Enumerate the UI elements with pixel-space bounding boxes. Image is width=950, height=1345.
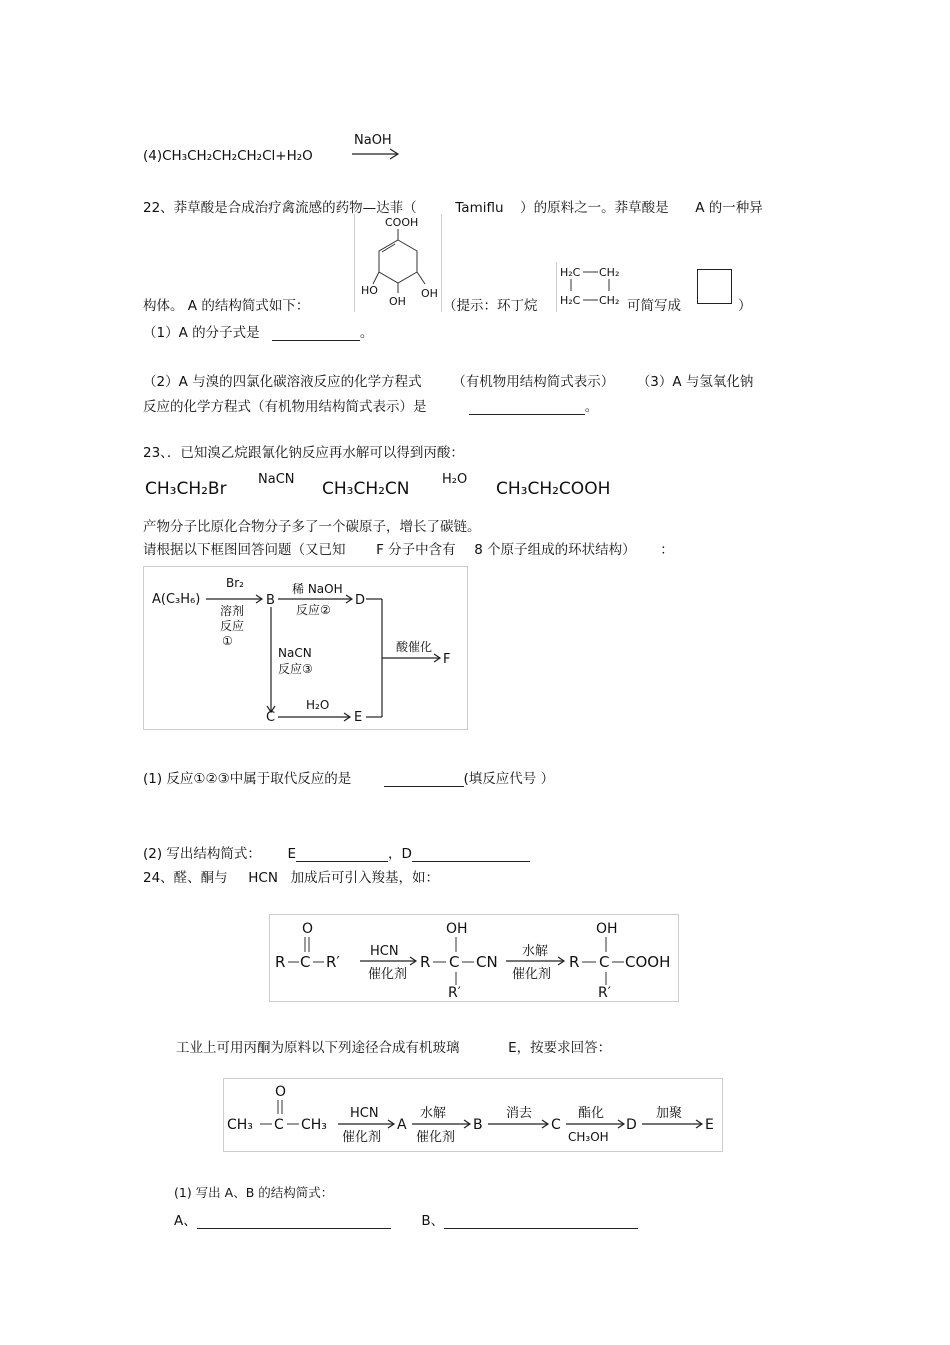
q22-q3-blank[interactable] xyxy=(469,400,585,415)
q22-line1-text: 22、莽草酸是合成治疗禽流感的药物—达菲（ xyxy=(143,200,417,216)
q23-note2d: ： xyxy=(660,542,674,558)
q23-q1-blank[interactable] xyxy=(384,772,464,787)
q24-q1: (1) 写出 A、B 的结构简式： xyxy=(174,1185,334,1200)
s1-rp2: R′ xyxy=(448,985,461,1001)
reagent-h2o: H₂O xyxy=(306,698,330,712)
q21-arrow-label: NaOH xyxy=(354,133,392,148)
s1-c: C xyxy=(300,953,311,971)
q24-a-blank[interactable] xyxy=(197,1214,391,1229)
s2-b: B xyxy=(473,1117,483,1133)
q23-note2a: 请根据以下框图回答问题（又已知 xyxy=(143,542,346,558)
q24-industry-e: E，按要求回答： xyxy=(508,1040,612,1056)
q23-title: 23、．已知溴乙烷跟氰化钠反应再水解可以得到丙酸： xyxy=(143,445,464,461)
reagent-naoh: 稀 NaOH xyxy=(292,582,343,596)
s1-cat2: 催化剂 xyxy=(512,967,552,982)
node-a: A(C₃H₆) xyxy=(152,592,201,607)
q24-title xyxy=(143,866,439,886)
q23-d-blank[interactable] xyxy=(412,847,530,862)
s2-a: A xyxy=(397,1117,407,1133)
q24-industry-text: 工业上可用丙酮为原料以下列途径合成有机玻璃 xyxy=(176,1040,460,1056)
cb-tr: CH₂ xyxy=(599,266,620,279)
q23-note2b: F 分子中含有 xyxy=(376,542,456,558)
q23-q2-text: (2) 写出结构简式： xyxy=(143,846,261,862)
q24-industry xyxy=(176,1036,611,1056)
node-e: E xyxy=(354,710,363,725)
q22-hint-mid: 可简写成 xyxy=(627,298,681,314)
q23-eq-start: CH₃CH₂Br xyxy=(145,479,227,499)
q22-line2: 构体。 A 的结构简式如下： xyxy=(143,298,310,314)
q24-title-b: 加成后可引入羧基，如： xyxy=(290,870,440,886)
s2-ester: 酯化 xyxy=(578,1106,605,1121)
q23-note2 xyxy=(143,538,674,558)
cyclobutane-structure xyxy=(556,262,627,312)
s1-hydro: 水解 xyxy=(522,944,549,959)
q21-item4 xyxy=(143,148,313,164)
q24-answer-line xyxy=(174,1209,638,1229)
s1-rp3: R′ xyxy=(598,985,611,1001)
node-b: B xyxy=(266,593,275,608)
rxn3-label: 反应③ xyxy=(278,662,313,676)
q23-note2c: 8 个原子组成的环状结构） xyxy=(474,542,636,558)
q24-title-text: 24、醛、酮与 xyxy=(143,870,228,886)
s2-cat2: 催化剂 xyxy=(416,1130,456,1145)
s1-cat: 催化剂 xyxy=(368,967,408,982)
q22-q2-text: （2）A 与溴的四氯化碳溶液反应的化学方程式 xyxy=(143,374,422,390)
s2-d: D xyxy=(626,1117,637,1133)
s1-cooh: COOH xyxy=(625,953,671,971)
q22-hint-close: ） xyxy=(738,298,752,314)
s2-hydro: 水解 xyxy=(420,1106,447,1121)
s2-ch3b: CH₃ xyxy=(301,1117,327,1133)
q22-q1-text: （1）A 的分子式是 xyxy=(143,325,260,341)
s1-cn: CN xyxy=(476,953,498,971)
s2-o: O xyxy=(275,1084,287,1100)
q24-scheme-1 xyxy=(269,914,679,1002)
q23-q2 xyxy=(143,842,530,862)
q23-q1-text: (1) 反应①②③中属于取代反应的是 xyxy=(143,771,352,787)
s1-r: R xyxy=(275,953,286,971)
q22-q3b: 反应的化学方程式（有机物用结构简式表示）是 xyxy=(143,399,427,415)
cb-bl: H₂C xyxy=(560,294,581,307)
cb-tl: H₂C xyxy=(560,266,581,279)
s1-hcn: HCN xyxy=(370,944,399,959)
acid-catalysis-label: 酸催化 xyxy=(396,640,433,654)
reagent-br2: Br₂ xyxy=(226,576,244,590)
s2-poly: 加聚 xyxy=(656,1106,683,1121)
q23-eq-end: CH₃CH₂COOH xyxy=(496,479,611,499)
q24-b-blank[interactable] xyxy=(444,1214,638,1229)
q22-line1c: A 的一种异 xyxy=(695,200,763,216)
q22-q2b: （有机物用结构简式表示） xyxy=(452,374,615,390)
s1-oh2: OH xyxy=(596,921,618,937)
square-shorthand xyxy=(697,269,732,304)
s2-c: C xyxy=(274,1117,284,1133)
q22-structure-a xyxy=(354,214,442,312)
s1-oh: OH xyxy=(446,921,468,937)
q21-reaction-arrow xyxy=(350,146,402,160)
q22-q1-blank[interactable] xyxy=(272,326,360,341)
q22-hint-open: （提示：环丁烷 xyxy=(443,298,538,314)
reagent-nacn: NaCN xyxy=(278,646,312,660)
q23-flow-diagram xyxy=(143,566,468,730)
q24-b-label: B、 xyxy=(421,1213,445,1229)
q22-q3: （3）A 与氢氧化钠 xyxy=(636,374,754,390)
q23-eq-reagent1: NaCN xyxy=(258,472,295,487)
q23-q1 xyxy=(143,767,554,787)
oh-label-2: OH xyxy=(421,287,438,300)
q21-item4-text: (4)CH₃CH₂CH₂CH₂Cl+H₂O xyxy=(143,148,313,164)
s1-o: O xyxy=(302,921,314,937)
q23-e-blank[interactable] xyxy=(296,847,388,862)
node-d: D xyxy=(355,593,366,608)
s2-e: E xyxy=(705,1117,714,1133)
q23-note1: 产物分子比原化合物分子多了一个碳原子，增长了碳链。 xyxy=(143,519,481,535)
s2-c-node: C xyxy=(551,1117,561,1133)
q22-tamiflu: Tamiflu xyxy=(455,200,504,216)
node-c: C xyxy=(266,710,276,725)
s1-rp: R′ xyxy=(326,953,340,971)
q22-q1 xyxy=(143,321,373,341)
q22-q2 xyxy=(143,370,753,390)
ho-label: HO xyxy=(361,284,378,297)
q22-line1 xyxy=(143,196,763,216)
q23-q2-d: ，D xyxy=(388,846,412,862)
s1-c3: C xyxy=(599,953,610,971)
cooh-label: COOH xyxy=(385,216,419,229)
q24-hcn: HCN xyxy=(248,870,278,886)
solvent-label: 溶剂 xyxy=(220,604,245,618)
q22-q3-end: 。 xyxy=(584,399,599,415)
rxn1-circle: ① xyxy=(222,634,233,648)
cb-br: CH₂ xyxy=(599,294,620,307)
s2-elim: 消去 xyxy=(506,1106,533,1121)
s2-meoh: CH₃OH xyxy=(568,1130,609,1144)
s2-hcn: HCN xyxy=(350,1106,379,1121)
oh-label-1: OH xyxy=(389,295,406,308)
rxn2-label: 反应② xyxy=(296,603,331,617)
q22-q1-end: 。 xyxy=(359,325,374,341)
q23-eq-reagent2: H₂O xyxy=(442,472,468,487)
q23-q2-e: E xyxy=(287,846,297,862)
node-f: F xyxy=(443,652,451,667)
s1-r3: R xyxy=(569,953,580,971)
q22-q3-line xyxy=(143,395,598,415)
q23-eq-mid: CH₃CH₂CN xyxy=(322,479,410,499)
s2-ch3a: CH₃ xyxy=(227,1117,253,1133)
rxn1-label: 反应 xyxy=(220,619,245,633)
s2-cat: 催化剂 xyxy=(342,1130,382,1145)
q23-q1-end: (填反应代号 ） xyxy=(463,771,555,787)
q24-a-label: A、 xyxy=(174,1213,197,1229)
s1-r2: R xyxy=(420,953,431,971)
s1-c2: C xyxy=(449,953,460,971)
q22-line1b: ）的原料之一。莽草酸是 xyxy=(520,200,669,216)
q24-scheme-2 xyxy=(223,1078,723,1152)
